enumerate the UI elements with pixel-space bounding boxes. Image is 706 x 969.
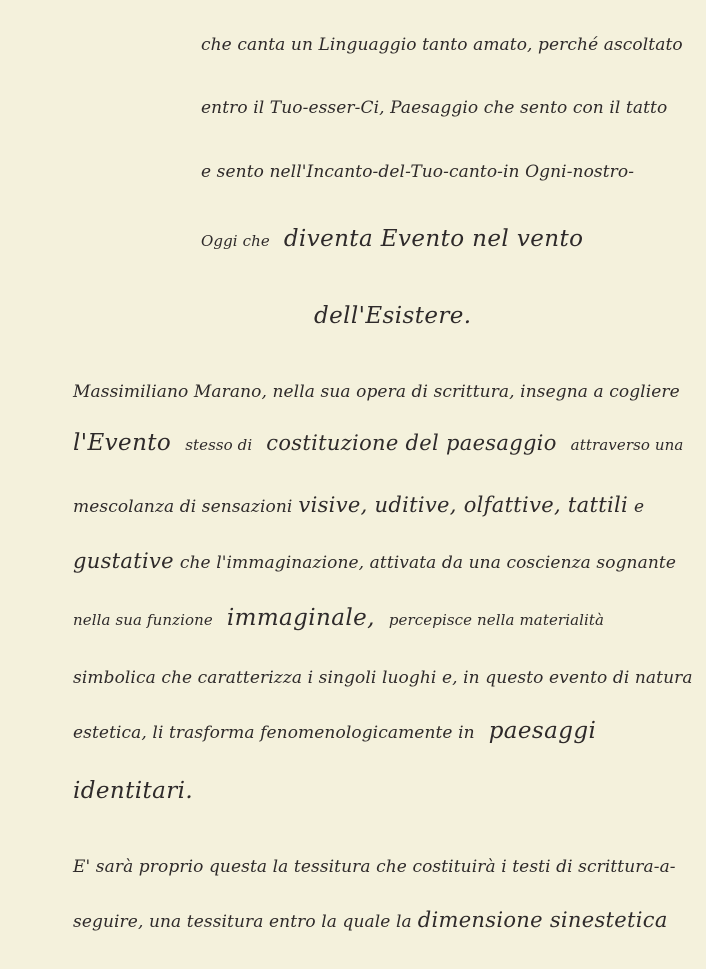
prose-text: che l'immaginazione, attivata da una coscienza sognante — [179, 553, 676, 573]
prose-costituzione: costituzione del paesaggio — [266, 431, 557, 455]
poem-line-4-emphasis: diventa Evento nel vento — [283, 226, 584, 252]
prose-text: estetica, li trasforma fenomenologicamente in — [73, 723, 475, 743]
prose-p1-line-1: Massimiliano Marano, nella sua opera di scrittura, insegna a cogliere — [73, 382, 680, 402]
prose-text: e — [634, 497, 645, 517]
prose-text: mescolanza di sensazioni — [73, 497, 293, 517]
prose-immaginale: immaginale, — [226, 605, 375, 631]
prose-dimensione: dimensione sinestetica — [417, 908, 668, 932]
poem-line-4-start: Oggi che — [201, 232, 270, 250]
prose-p1-line-2 — [73, 432, 683, 456]
prose-p2-line-1: E' sarà proprio questa la tessitura che costituirà i testi di scrittura-a- — [73, 857, 676, 877]
prose-p1-line-3 — [73, 494, 644, 518]
poem-line-2: entro il Tuo-esser-Ci, Paesaggio che sento con il tatto — [201, 98, 668, 118]
poem-line-4 — [201, 228, 583, 252]
prose-senses: visive, uditive, olfattive, tattili — [298, 493, 628, 517]
prose-gustative: gustative — [73, 549, 174, 573]
poem-line-5: dell'Esistere. — [314, 303, 472, 329]
prose-p1-line-8: identitari. — [73, 778, 194, 804]
prose-p1-line-6: simbolica che caratterizza i singoli luoghi e, in questo evento di natura — [73, 668, 693, 688]
prose-text: percepisce nella materialità — [388, 611, 605, 629]
prose-p1-line-5 — [73, 607, 604, 631]
prose-text: attraverso una — [570, 436, 684, 454]
prose-text: seguire, una tessitura entro la quale la — [73, 912, 412, 932]
prose-p2-line-2 — [73, 909, 668, 933]
prose-text: nella sua funzione — [73, 611, 213, 629]
prose-p1-line-7 — [73, 720, 596, 744]
prose-text: stesso di — [185, 436, 253, 454]
prose-evento: l'Evento — [73, 430, 172, 456]
prose-p1-line-4 — [73, 550, 676, 574]
poem-line-1: che canta un Linguaggio tanto amato, perché ascoltato — [201, 35, 683, 55]
poem-line-3: e sento nell'Incanto-del-Tuo-canto-in Ogni-nostro- — [201, 162, 635, 182]
prose-paesaggi: paesaggi — [488, 718, 597, 744]
